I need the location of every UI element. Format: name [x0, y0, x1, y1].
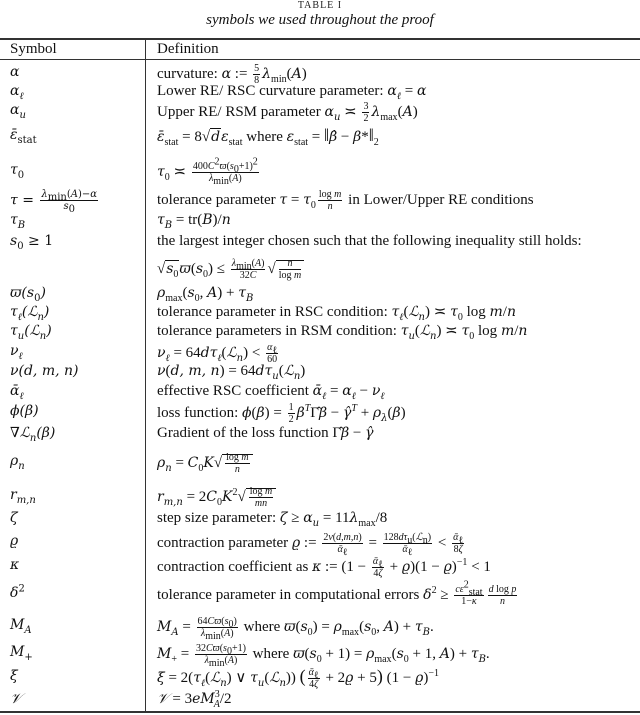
def-eps-stat: $\varepsilon̄_{stat} = 8√d\varepsilon_{stat}$ where $\varepsilon_{stat}$ = ‖β̂ − $\beta*‖_2$	[157, 125, 379, 148]
header-definition: Definition	[157, 41, 219, 57]
symbol-s0: $s_0 \ge 1$	[10, 233, 54, 252]
column-divider	[145, 39, 146, 712]
header-rule	[0, 59, 640, 60]
def-varpi: $\rho_{max}(s_0$, $A) + \tau_B$	[157, 285, 254, 304]
def-tau-l: tolerance parameter in RSC condition: $\tau_\ell(ℒ_n)$ ≍ $\tau_0$ log m/n	[157, 304, 516, 323]
def-phi: loss function: ϕ(β) = $\frac{1}{2}$ $\beta^T\Gammâ\beta$ − γ̂$^T$ + $\rho_\lambda(\beta)$	[157, 402, 406, 425]
def-gradient: Gradient of the loss function Γ̂β − γ̂	[157, 425, 374, 441]
def-delta-sq: tolerance parameter in computational errors $\delta^2$ ≥ $\frac{c\varepsilon^2_{stat}}{1-\kappa}$ $\frac{\text{d log p}}{n}$	[157, 579, 517, 607]
symbol-alpha-l: $\alpha_\ell$	[10, 83, 24, 102]
symbol-varpi: $ϖ(s_0)$	[10, 285, 46, 304]
symbol-m-a: $M_A$	[10, 617, 32, 636]
symbol-kappa: κ	[10, 557, 20, 573]
symbol-delta-sq: $\delta^2$	[10, 583, 25, 601]
symbol-tau-u: $\tau_u(ℒ_n)$	[10, 323, 52, 342]
symbol-tau-0: $\tau_0$	[10, 162, 25, 181]
def-s0-inequality: $√s_0ϖ(s_0)$ ≤ $\frac{\lambda_{min}(A)}{32C}$ √ $\frac{n}{\text{log m}}$	[157, 258, 304, 281]
def-xi: $\xi = 2(\tau_\ell(ℒ_n)$ ∨ $\tau_u(ℒ_n)$) ( $\frac{ᾱ_\ell}{4\zeta}$ + 2ϱ + 5) $(1 - ϱ)^{-1}$	[157, 666, 439, 691]
symbol-alpha: α	[10, 64, 20, 80]
table-caption-label: TABLE I	[297, 0, 343, 11]
def-rho-n: $\rho_n = C_0K√$ $\frac{\text{log m}}{n}$	[157, 452, 253, 475]
bottom-rule	[0, 711, 640, 713]
symbol-r-mn: $r_{m,n}$	[10, 487, 36, 506]
symbol-nu-l: $\nu_\ell$	[10, 343, 23, 362]
def-kappa: contraction coefficient as κ := (1 − $\frac{ᾱ_\ell}{4\zeta}$ + $ϱ)(1 - ϱ)^{-1} < 1$	[157, 556, 491, 579]
def-v: 𝒱 = $3eM^3_A/2$	[157, 689, 232, 710]
symbol-eps-stat: $\varepsilon̄_{stat}$	[10, 127, 37, 146]
table-caption-title: symbols we used throughout the proof	[206, 12, 434, 28]
symbol-nu-dmn: ν(d, m, n)	[10, 363, 79, 379]
def-m-a: $M_A$ = $\frac{64Cϖ(s_0)}{\lambda_{min}(A)}$ where $ϖ(s_0) = \rho_{max}(s_0$, $A) + \tau_B$.	[157, 616, 434, 642]
top-rule	[0, 38, 640, 40]
symbol-alpha-bar: ᾱ$_\ell$	[10, 383, 24, 402]
def-varrho: contraction parameter ϱ := $\frac{2\nu(d,m,n)}{ᾱ_\ell}$ = $\frac{128d\tau_u(ℒ_n)}{ᾱ_\ell}$ < $\frac{ᾱ_\ell}{8\zeta}$	[157, 532, 464, 558]
symbol-rho-n: $\rho_n$	[10, 453, 25, 472]
def-zeta: step size parameter: $\zeta \ge \alpha_u = 11\lambda_{max}/8$	[157, 510, 388, 529]
symbol-phi: ϕ(β)	[10, 403, 39, 419]
symbol-zeta: ζ	[10, 510, 18, 526]
def-tau-b: $\tau_B = tr(B)/n$	[157, 212, 231, 231]
def-m-plus: $M_+$ = $\frac{32Cϖ(s_0+1)}{\lambda_{min}(A)}$ where $ϖ(s_0 + 1) = \rho_{max}(s_0 + 1$, $A) + \tau_B$.	[157, 643, 490, 669]
def-r-mn: $r_{m,n} = 2C_0K^2√$ $\frac{\text{log m}}{mn}$	[157, 486, 276, 509]
symbol-alpha-u: $\alpha_u$	[10, 102, 26, 121]
symbol-m-plus: $M_+$	[10, 644, 33, 663]
symbol-tau-l: $\tau_\ell(ℒ_n)$	[10, 304, 50, 323]
def-s0: the largest integer chosen such that the following inequality still holds:	[157, 233, 582, 249]
def-alpha-bar: effective RSC coefficient ᾱ$_\ell$ = $\alpha_\ell - \nu_\ell$	[157, 383, 385, 402]
def-tau-0: $\tau_0$ ≍ $\frac{400C^2ϖ(s_0+1)^2}{\lambda_{min}(A)}$	[157, 156, 258, 187]
def-tau: tolerance parameter $\tau = \tau_0$ $\frac{\text{log m}}{n}$ in Lower/Upper RE conditions	[157, 189, 534, 212]
def-nu-dmn: ν(d, m, $n) = 64d\tau_u(ℒ_n)$	[157, 363, 306, 382]
header-symbol: Symbol	[10, 41, 57, 57]
symbol-varrho: ϱ	[10, 533, 19, 549]
def-alpha-u: Upper RE/ RSM parameter $\alpha_u$ ≍ $\frac{3}{2}$ $\lambda_{max}(A)$	[157, 101, 418, 124]
symbol-gradient: ∇ℒ$_n$(β)	[10, 425, 56, 444]
def-alpha-l: Lower RE/ RSC curvature parameter: $\alpha_\ell = \alpha$	[157, 83, 427, 102]
symbol-tau-b: $\tau_B$	[10, 212, 26, 231]
def-tau-u: tolerance parameters in RSM condition: $\tau_u(ℒ_n)$ ≍ $\tau_0$ log m/n	[157, 323, 528, 342]
symbol-v: 𝒱	[10, 691, 22, 707]
def-nu-l: $\nu_\ell$ = $64d\tau_\ell(ℒ_n)$ < $\frac{\alpha_\ell}{60}$	[157, 342, 278, 365]
symbol-xi: ξ	[10, 668, 18, 684]
symbol-tau: τ = $\frac{\lambda_{min}(A)-\alpha}{s_0}$	[10, 189, 98, 215]
def-alpha: curvature: α := $\frac{5}{8}$ $\lambda_{min}(A)$	[157, 63, 307, 86]
